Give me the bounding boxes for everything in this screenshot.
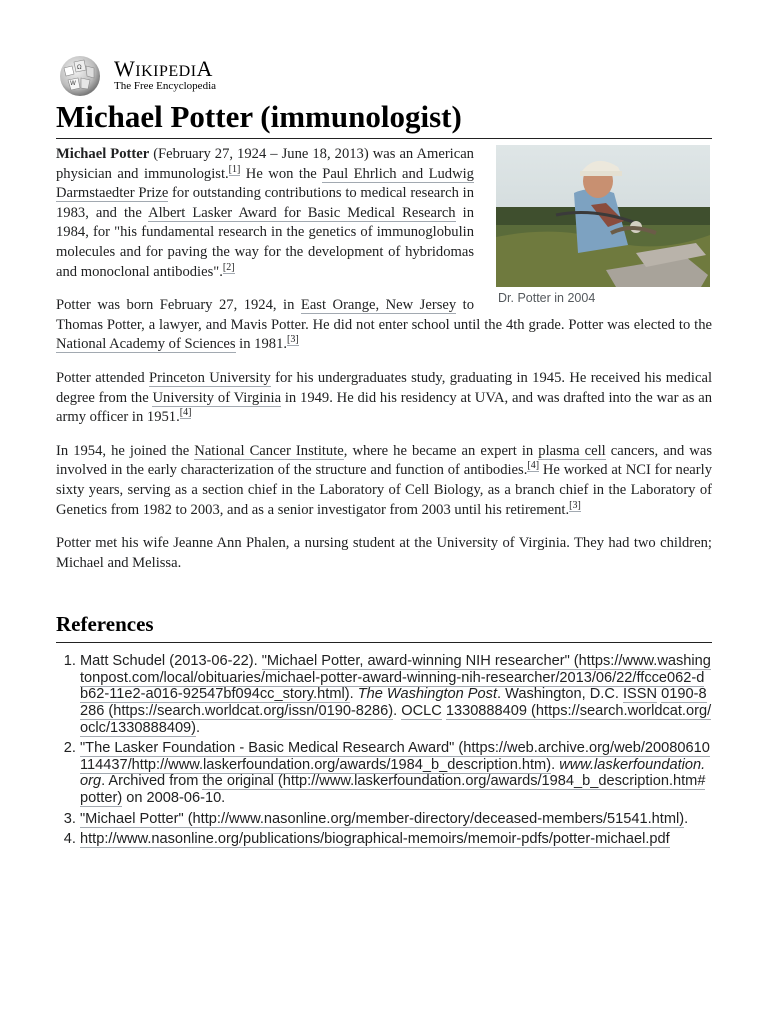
reference-item	[80, 740, 712, 806]
link-paul-ehrlich-prize[interactable]: Paul Ehrlich and Ludwig Darmstaedter Prize	[56, 165, 474, 202]
tagline: The Free Encyclopedia	[114, 80, 217, 92]
paragraph-career	[56, 442, 712, 520]
citation-link[interactable]: [4]	[527, 460, 540, 472]
text: (February 27, 1924 – June 18, 2013) was an American physician and immunologist.	[56, 146, 474, 182]
citation-link[interactable]: [4]	[179, 407, 192, 419]
paragraph-education	[56, 369, 712, 428]
text: . Archived from	[101, 773, 203, 790]
text: for his undergraduates study, graduating in 1945. He received his medical degree from the	[56, 369, 712, 406]
text: Matt Schudel (2013-06-22).	[80, 653, 262, 670]
oclc-link[interactable]: OCLC	[401, 703, 442, 720]
text: on 2008-06-10.	[122, 790, 226, 807]
reference-item	[80, 831, 712, 848]
citation-link[interactable]: [2]	[222, 261, 235, 273]
text: .	[349, 686, 358, 703]
text: cancers, and was involved in the early characterization of the structure and function of antibodies.	[56, 442, 712, 479]
ref-link-nasonline-member[interactable]: "Michael Potter" (http://www.nasonline.org/member-directory/deceased-members/51541.html)	[80, 810, 685, 827]
text: Potter was born February 27, 1924, in	[56, 297, 301, 314]
citation-link[interactable]: [1]	[228, 163, 241, 175]
text: He won the	[240, 165, 323, 182]
ref-link-nasonline-memoir[interactable]: http://www.nasonline.org/publications/biographical-memoirs/memoir-pdfs/potter-michael.pdf	[80, 831, 670, 848]
photo-caption: Dr. Potter in 2004	[498, 291, 596, 305]
text: for outstanding contributions to medical research in 1983, and the	[56, 185, 474, 221]
citation[interactable]	[287, 334, 299, 346]
wordmark-middle: IKIPEDI	[135, 63, 197, 80]
wordmark-first: W	[114, 56, 136, 81]
issn-number-link[interactable]: 0190-8286 (https://search.worldcat.org/issn/0190-8286)	[80, 686, 707, 720]
site-header	[56, 52, 712, 98]
oclc-number-link[interactable]: 1330888409 (https://search.worldcat.org/oclc/1330888409)	[80, 703, 712, 736]
link-nci[interactable]: National Cancer Institute	[194, 442, 344, 459]
text: In 1954, he joined the	[56, 442, 195, 459]
svg-text:W: W	[70, 80, 76, 87]
portrait-photo[interactable]	[496, 145, 710, 287]
link-princeton[interactable]: Princeton University	[148, 369, 271, 386]
subject-name: Michael Potter	[56, 146, 150, 162]
ref-link-washington-post[interactable]: "Michael Potter, award-winning NIH researcher" (https://www.washingtonpost.com/local/obituaries/michael-potter-award-winning-nih-researcher/2013/06/22/ffcce062-db62-11e2-a016-92547bf094cc_story.html)	[80, 653, 711, 703]
issn-link[interactable]: ISSN	[623, 686, 658, 703]
page-title: Michael Potter (immunologist)	[56, 98, 712, 139]
text: in 1949. He did his residency at UVA, and was drafted into the war as an army officer in 1951.	[56, 389, 712, 426]
reference-item	[80, 653, 712, 736]
citation[interactable]	[569, 500, 581, 512]
reference-item	[80, 811, 712, 828]
infobox	[496, 145, 712, 306]
text: .	[393, 703, 402, 720]
citation-link[interactable]: [3]	[287, 334, 299, 346]
article-body	[56, 145, 712, 573]
ref-link-lasker-archive[interactable]: "The Lasker Foundation - Basic Medical Research Award" (https://web.archive.org/web/20080610114437/http://www.laskerfoundation.org/awards/1984_b_description.htm)	[80, 740, 710, 773]
website-name: www.laskerfoundation.org	[80, 756, 706, 790]
wikipedia-globe-icon[interactable]	[56, 54, 104, 98]
svg-text:Ω: Ω	[77, 64, 82, 71]
ref-link-original[interactable]: the original (http://www.laskerfoundation.org/awards/1984_b_description.htm#potter)	[80, 773, 706, 807]
link-uva[interactable]: University of Virginia	[152, 389, 282, 406]
wordmark-last: A	[196, 56, 213, 81]
text: in 1981.	[235, 336, 288, 353]
link-nas[interactable]: National Academy of Sciences	[56, 336, 236, 353]
link-east-orange[interactable]: East Orange, New Jersey	[300, 297, 457, 314]
text: He worked at NCI for nearly sixty years, serving as a section chief in the Laboratory of Cell Biology, as a branch chief in the Laboratory of Genetics from 1982 to 2003, and as a senior investigator from 2003 until his retirement.	[56, 462, 712, 518]
citation-link[interactable]: [3]	[569, 499, 581, 511]
text: .	[684, 810, 689, 827]
citation[interactable]	[180, 407, 192, 419]
citation[interactable]	[527, 460, 539, 472]
text: , where he became an expert in	[343, 442, 539, 459]
citation[interactable]	[223, 262, 235, 274]
text: to Thomas Potter, a lawyer, and Mavis Potter. He did not enter school until the 4th grade. Potter was elected to the	[56, 297, 712, 333]
publication-name: The Washington Post	[357, 686, 497, 703]
text: .	[196, 719, 201, 736]
text: in 1984, for "his fundamental research in the genetics of immunoglobulin molecules and for paving the way for the development of hybridomas and monoclonal antibodies".	[56, 204, 474, 280]
citation[interactable]	[229, 164, 241, 176]
references-list	[56, 653, 712, 848]
text: Potter met his wife Jeanne Ann Phalen, a nursing student at the University of Virginia. They had two children; Michael and Melissa.	[56, 535, 712, 571]
paragraph-personal-life	[56, 534, 712, 573]
link-plasma-cell[interactable]: plasma cell	[538, 442, 606, 459]
link-lasker-award[interactable]: Albert Lasker Award for Basic Medical Research	[148, 204, 456, 221]
text: Potter attended	[56, 369, 149, 386]
text: . Washington, D.C.	[497, 686, 623, 703]
wikipedia-wordmark[interactable]	[114, 56, 213, 82]
text: .	[551, 756, 560, 773]
references-heading: References	[56, 611, 712, 643]
